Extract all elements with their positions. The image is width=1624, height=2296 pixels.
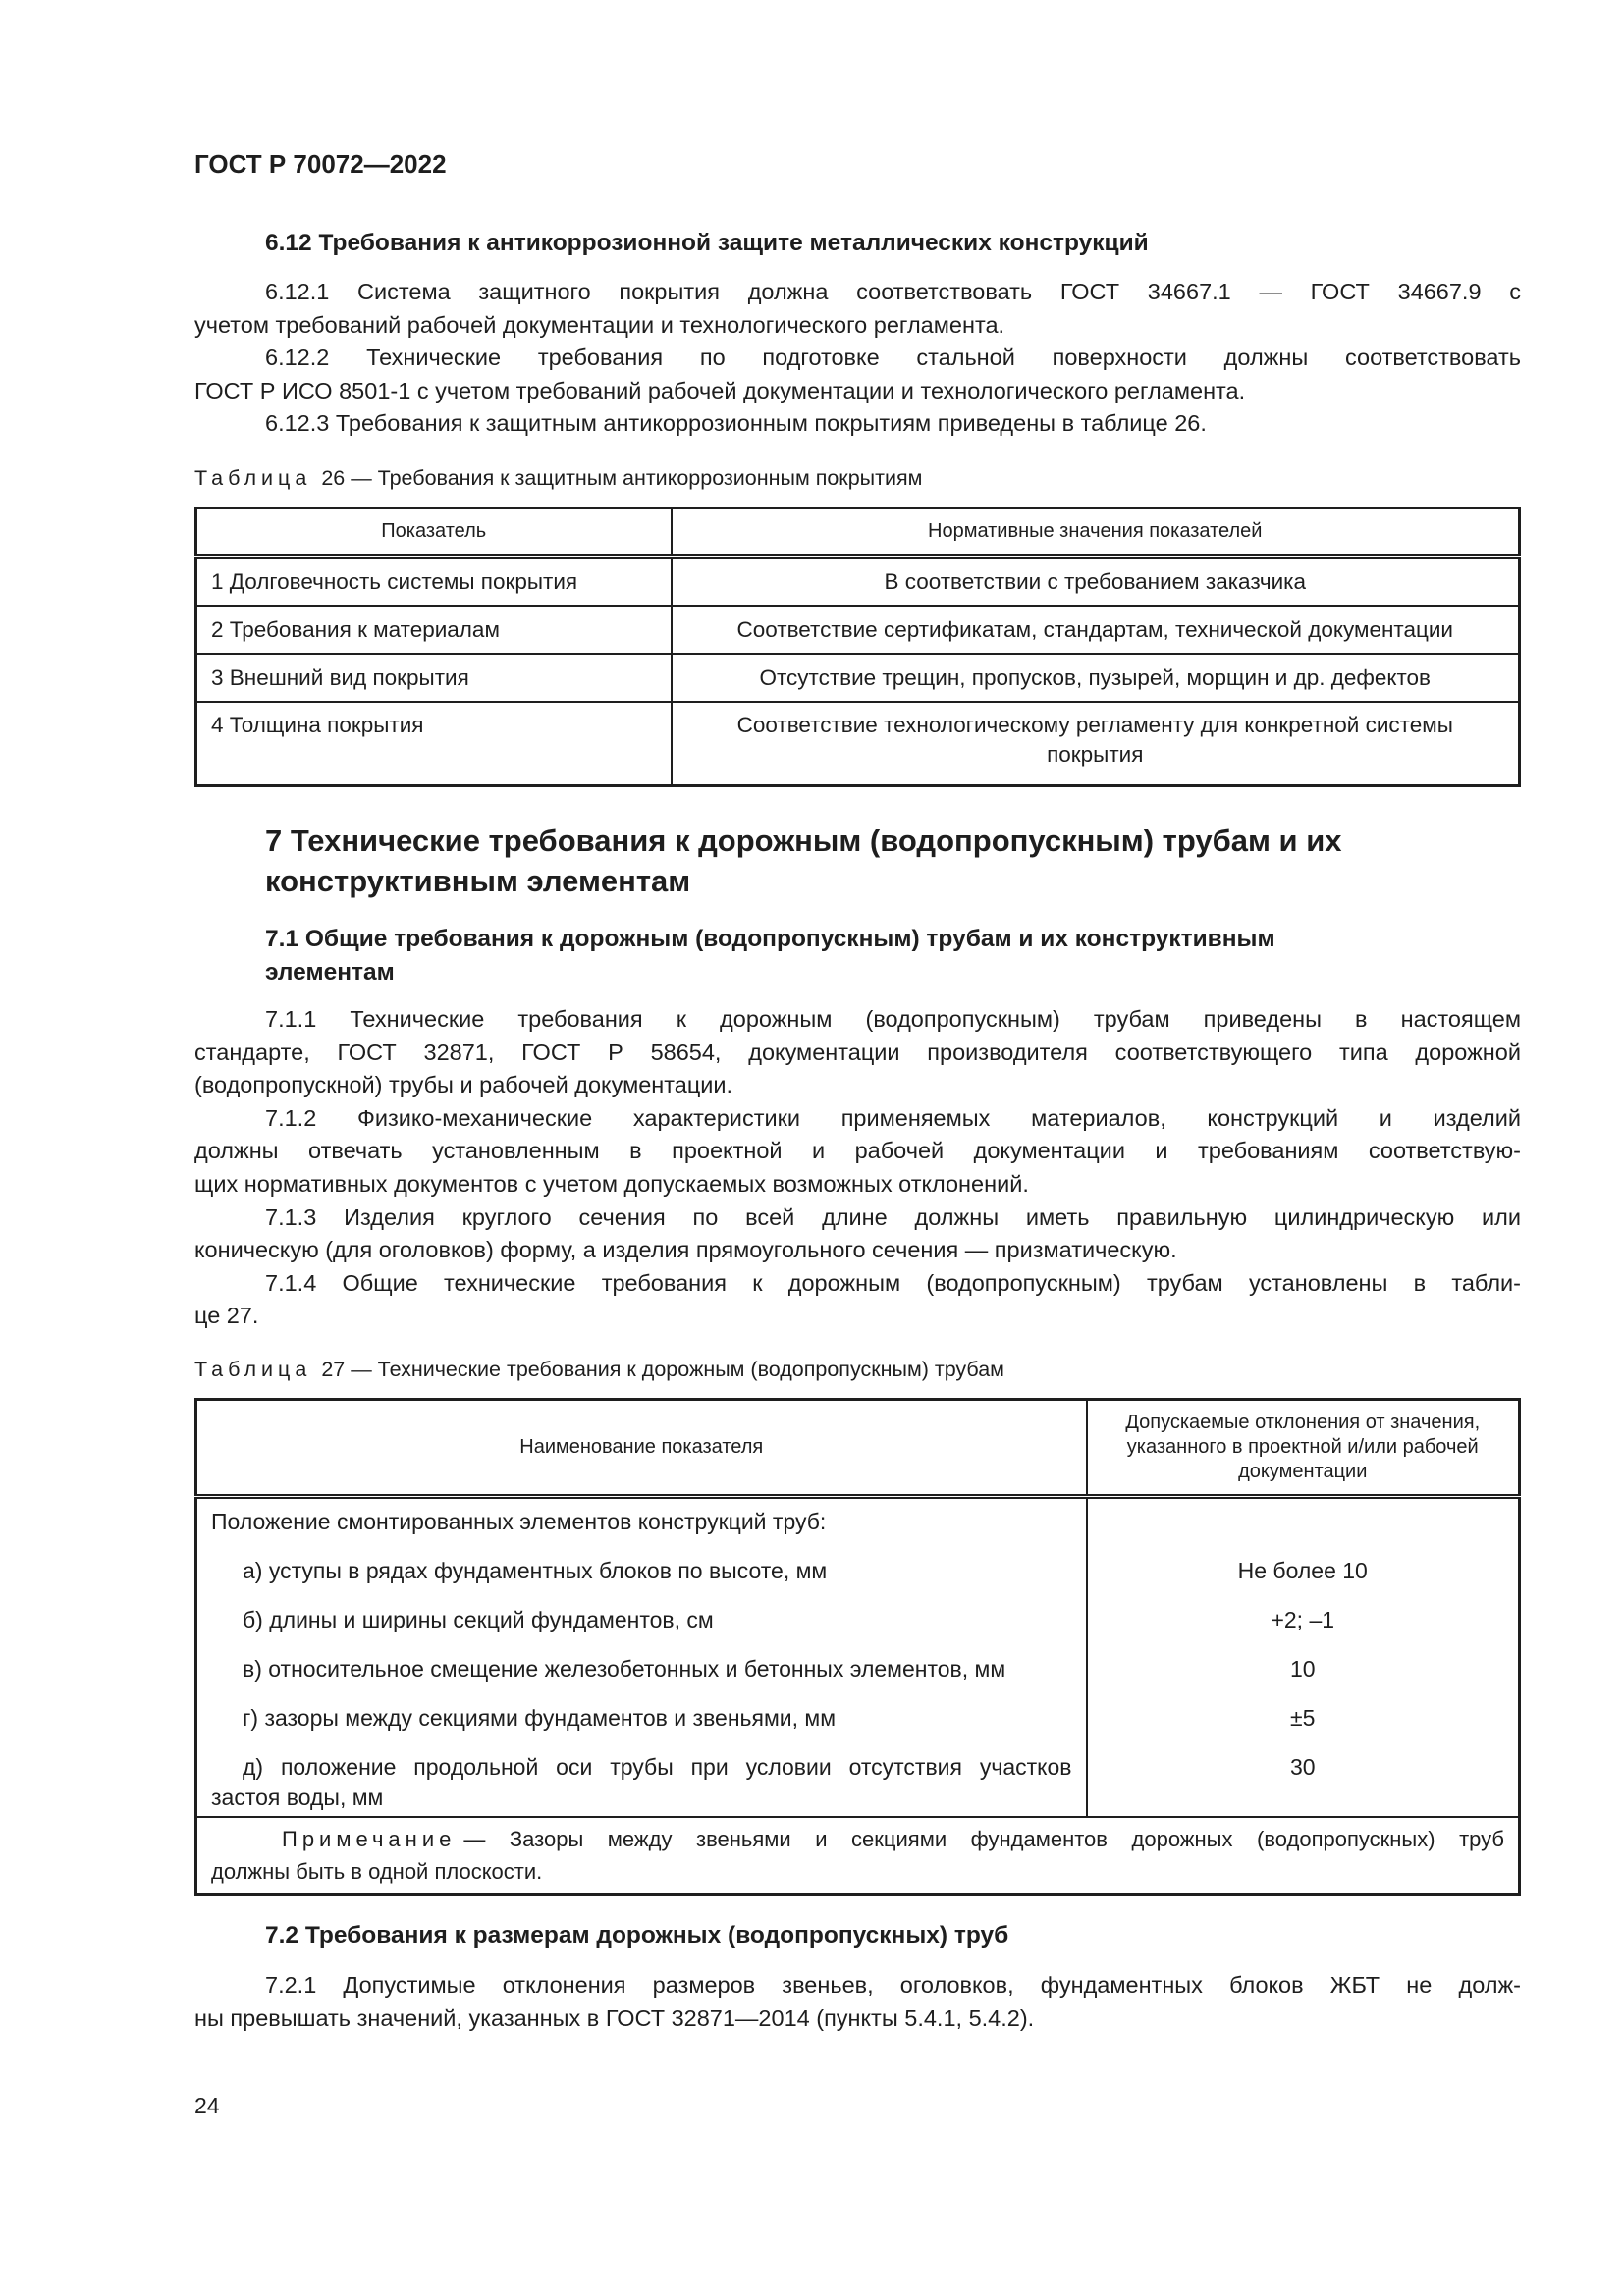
page-number: 24: [194, 2093, 220, 2118]
column-header: Наименование показателя: [196, 1400, 1087, 1497]
heading-line: 7.1 Общие требования к дорожным (водопропускным) трубам и их конструктивным: [265, 926, 1275, 952]
table-row: [196, 702, 1520, 786]
table-cell: В соответствии с требованием заказчика: [672, 557, 1520, 607]
table-cell: 3 Внешний вид покрытия: [196, 654, 672, 702]
indicator-name-continued: застоя воды, мм: [211, 1785, 384, 1810]
indicator-name: д) положение продольной оси трубы при условии отсутствия участков: [243, 1754, 1072, 1780]
document-header: ГОСТ Р 70072—2022: [194, 149, 447, 179]
heading-line: элементам: [265, 959, 395, 986]
paragraph-line: (водопропускной) трубы и рабочей документации.: [194, 1072, 733, 1098]
note-text: — Зазоры между звеньями и секциями фундаментов дорожных (водопропускных) труб: [463, 1827, 1504, 1851]
deviation-cell: [1087, 1497, 1520, 1818]
paragraph-line: 7.1.3 Изделия круглого сечения по всей длине должны иметь правильную цилиндрическую или: [265, 1203, 1521, 1230]
paragraph-line: щих нормативных документов с учетом допускаемых возможных отклонений.: [194, 1170, 1029, 1197]
deviation-value: Не более 10: [1237, 1558, 1368, 1583]
caption-text: 26 — Требования к защитным антикоррозионным покрытиям: [321, 466, 923, 490]
table-26-caption: [194, 466, 922, 491]
indicator-cell: [196, 1497, 1087, 1818]
table-27: [194, 1398, 1521, 1896]
paragraph-line: 6.12.3 Требования к защитным антикоррозионным покрытиям приведены в таблице 26.: [265, 410, 1207, 437]
table-cell: 4 Толщина покрытия: [196, 702, 672, 786]
paragraph-line: 7.2.1 Допустимые отклонения размеров звеньев, оголовков, фундаментных блоков ЖБТ не долж-: [265, 1972, 1521, 1998]
paragraph-line: ГОСТ Р ИСО 8501-1 с учетом требований рабочей документации и технологического регламента.: [194, 377, 1246, 403]
section-6-12-body: [194, 276, 1521, 441]
section-7-2-heading: 7.2 Требования к размерам дорожных (водопропускных) труб: [265, 1922, 1009, 1949]
paragraph-line: ны превышать значений, указанных в ГОСТ 32871—2014 (пункты 5.4.1, 5.4.2).: [194, 2004, 1035, 2031]
caption-text: 27 — Технические требования к дорожным (водопропускным) трубам: [321, 1358, 1004, 1381]
note-text-continued: должны быть в одной плоскости.: [211, 1859, 543, 1884]
table-cell: Отсутствие трещин, пропусков, пузырей, морщин и др. дефектов: [672, 654, 1520, 702]
section-7-1-body: [194, 1003, 1521, 1333]
deviation-value: 30: [1289, 1754, 1316, 1780]
paragraph-line: 6.12.1 Система защитного покрытия должна соответствовать ГОСТ 34667.1 — ГОСТ 34667.9 с: [265, 279, 1521, 304]
table-body-row: [196, 1497, 1520, 1818]
caption-label: Таблица: [194, 466, 312, 490]
paragraph-line: 7.1.2 Физико-механические характеристики применяемых материалов, конструкций и изделий: [265, 1104, 1521, 1131]
section-7-1-heading: [265, 923, 1275, 989]
paragraph-line: коническую (для оголовков) форму, а изделия прямоугольного сечения — призматическую.: [194, 1237, 1177, 1263]
deviation-value: +2; –1: [1271, 1607, 1335, 1632]
indicator-name: в) относительное смещение железобетонных и бетонных элементов, мм: [243, 1656, 1006, 1682]
indicator-name: г) зазоры между секциями фундаментов и звеньями, мм: [243, 1705, 837, 1731]
section-7-heading: [265, 821, 1342, 901]
indicator-name: б) длины и ширины секций фундаментов, см: [243, 1607, 714, 1632]
table-row: [196, 654, 1520, 702]
table-cell: 2 Требования к материалам: [196, 606, 672, 654]
table-row: [196, 606, 1520, 654]
indicator-name: а) уступы в рядах фундаментных блоков по высоте, мм: [243, 1558, 828, 1583]
paragraph-line: 7.1.1 Технические требования к дорожным (водопропускным) трубам приведены в настоящем: [265, 1006, 1521, 1032]
paragraph-line: 6.12.2 Технические требования по подготовке стальной поверхности должны соответствовать: [265, 345, 1521, 371]
table-header-row: [196, 508, 1520, 557]
paragraph-line: стандарте, ГОСТ 32871, ГОСТ Р 58654, документации производителя соответствующего типа дорожной: [194, 1039, 1521, 1065]
section-6-12-heading: 6.12 Требования к антикоррозионной защите металлических конструкций: [265, 230, 1149, 256]
table-cell: Соответствие технологическому регламенту для конкретной системы покрытия: [672, 702, 1520, 786]
caption-label: Таблица: [194, 1358, 312, 1381]
column-header: Показатель: [196, 508, 672, 557]
table-row: [196, 557, 1520, 607]
table-cell: Соответствие сертификатам, стандартам, технической документации: [672, 606, 1520, 654]
table-note-row: [196, 1817, 1520, 1895]
table-note: [196, 1817, 1520, 1895]
table-27-caption: [194, 1358, 1004, 1382]
table-header-row: [196, 1400, 1520, 1497]
table-26: [194, 507, 1521, 787]
column-header: Нормативные значения показателей: [672, 508, 1520, 557]
paragraph-line: це 27.: [194, 1303, 259, 1329]
group-label: Положение смонтированных элементов конструкций труб:: [211, 1509, 827, 1534]
table-cell: 1 Долговечность системы покрытия: [196, 557, 672, 607]
paragraph-line: учетом требований рабочей документации и технологического регламента.: [194, 311, 1005, 338]
deviation-value: ±5: [1290, 1705, 1316, 1731]
column-header: Допускаемые отклонения от значения, указанного в проектной и/или рабочей документации: [1087, 1400, 1520, 1497]
paragraph-line: 7.1.4 Общие технические требования к дорожным (водопропускным) трубам установлены в табли-: [265, 1269, 1521, 1296]
note-label: Примечание: [282, 1827, 457, 1851]
heading-line: конструктивным элементам: [265, 864, 691, 898]
deviation-value: 10: [1289, 1656, 1316, 1682]
heading-line: 7 Технические требования к дорожным (водопропускным) трубам и их: [265, 824, 1342, 858]
section-7-2-body: [194, 1969, 1521, 2035]
paragraph-line: должны отвечать установленным в проектной и рабочей документации и требованиям соответствую-: [194, 1138, 1521, 1164]
